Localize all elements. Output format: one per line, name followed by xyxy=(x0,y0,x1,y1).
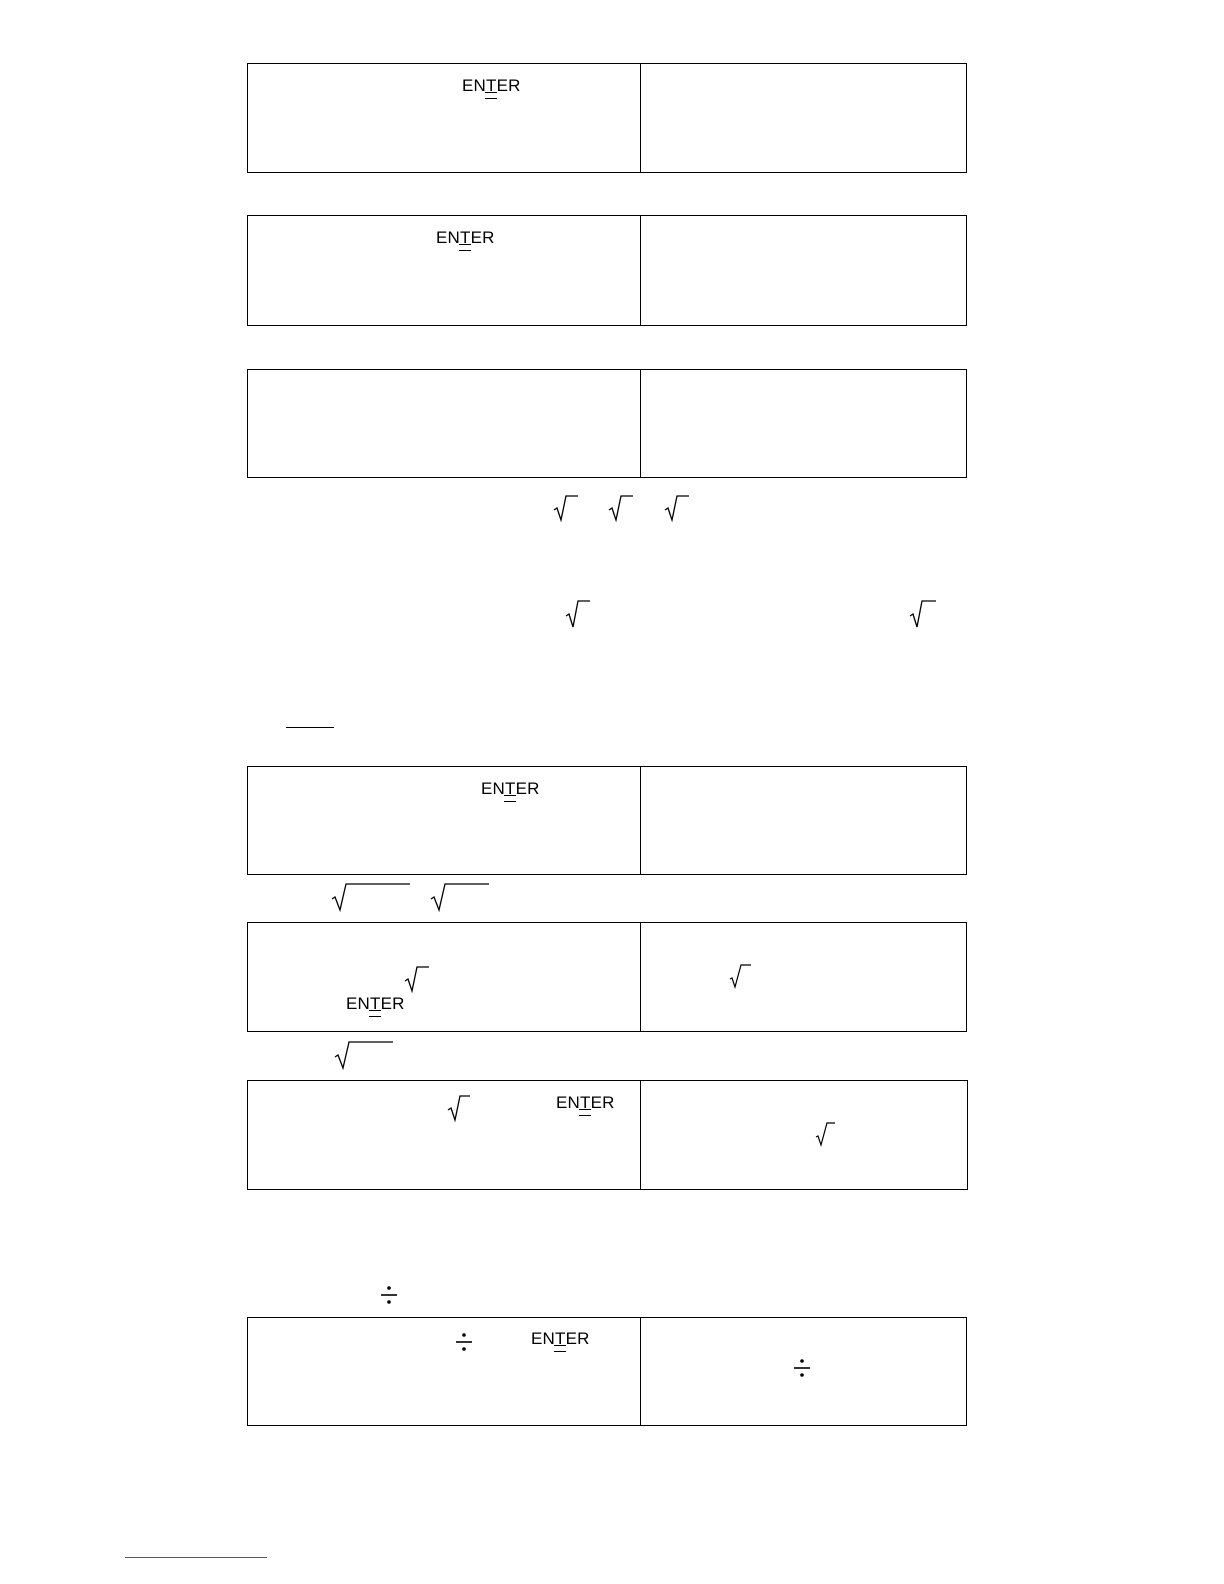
square-root-icon xyxy=(815,1121,837,1147)
equals-icon xyxy=(459,244,471,251)
square-root-icon xyxy=(330,882,412,912)
keystroke-table-7 xyxy=(247,1317,967,1426)
keystroke-cell xyxy=(248,923,641,1031)
enter-key-label: ENTER xyxy=(462,76,521,95)
fraction-bar xyxy=(286,727,334,728)
display-cell xyxy=(641,370,966,477)
enter-key-label: ENTER xyxy=(556,1093,615,1112)
enter-key xyxy=(556,1094,615,1111)
enter-key xyxy=(481,780,540,797)
division-sign-icon xyxy=(380,1285,398,1305)
keystroke-cell xyxy=(248,767,641,874)
enter-key xyxy=(462,77,521,94)
square-root-icon xyxy=(446,1094,472,1122)
keystroke-cell xyxy=(248,1318,641,1425)
equals-icon xyxy=(579,1109,591,1116)
enter-key xyxy=(436,229,495,246)
square-root-icon xyxy=(403,965,431,993)
division-sign-icon xyxy=(793,1358,811,1378)
square-root-icon xyxy=(333,1040,395,1070)
square-root-icon xyxy=(729,963,753,989)
display-cell xyxy=(641,1081,967,1189)
enter-key-label: ENTER xyxy=(346,994,405,1013)
keystroke-cell xyxy=(248,370,641,477)
enter-key xyxy=(531,1330,590,1347)
division-sign-icon xyxy=(455,1332,473,1352)
equals-icon xyxy=(369,1010,381,1017)
square-root-icon xyxy=(663,494,691,522)
display-cell xyxy=(641,64,966,172)
keystroke-table-6 xyxy=(247,1080,968,1190)
display-cell xyxy=(641,216,966,325)
enter-key xyxy=(346,995,405,1012)
keystroke-table-5 xyxy=(247,922,967,1032)
square-root-icon xyxy=(908,599,938,629)
equals-icon xyxy=(554,1345,566,1352)
display-cell xyxy=(641,767,966,874)
display-cell xyxy=(641,1318,966,1425)
enter-key-label: ENTER xyxy=(481,779,540,798)
square-root-icon xyxy=(429,882,491,912)
keystroke-cell xyxy=(248,64,641,172)
keystroke-table-4 xyxy=(247,766,967,875)
enter-key-label: ENTER xyxy=(531,1329,590,1348)
keystroke-table-1 xyxy=(247,63,967,173)
square-root-icon xyxy=(552,494,580,522)
square-root-icon xyxy=(564,599,592,629)
keystroke-table-3 xyxy=(247,369,967,478)
keystroke-cell xyxy=(248,1081,641,1189)
enter-key-label: ENTER xyxy=(436,228,495,247)
keystroke-table-2 xyxy=(247,215,967,326)
footnote-link-underline[interactable] xyxy=(125,1557,267,1558)
equals-icon xyxy=(485,92,497,99)
square-root-icon xyxy=(607,494,635,522)
equals-icon xyxy=(504,795,516,802)
display-cell xyxy=(641,923,966,1031)
keystroke-cell xyxy=(248,216,641,325)
